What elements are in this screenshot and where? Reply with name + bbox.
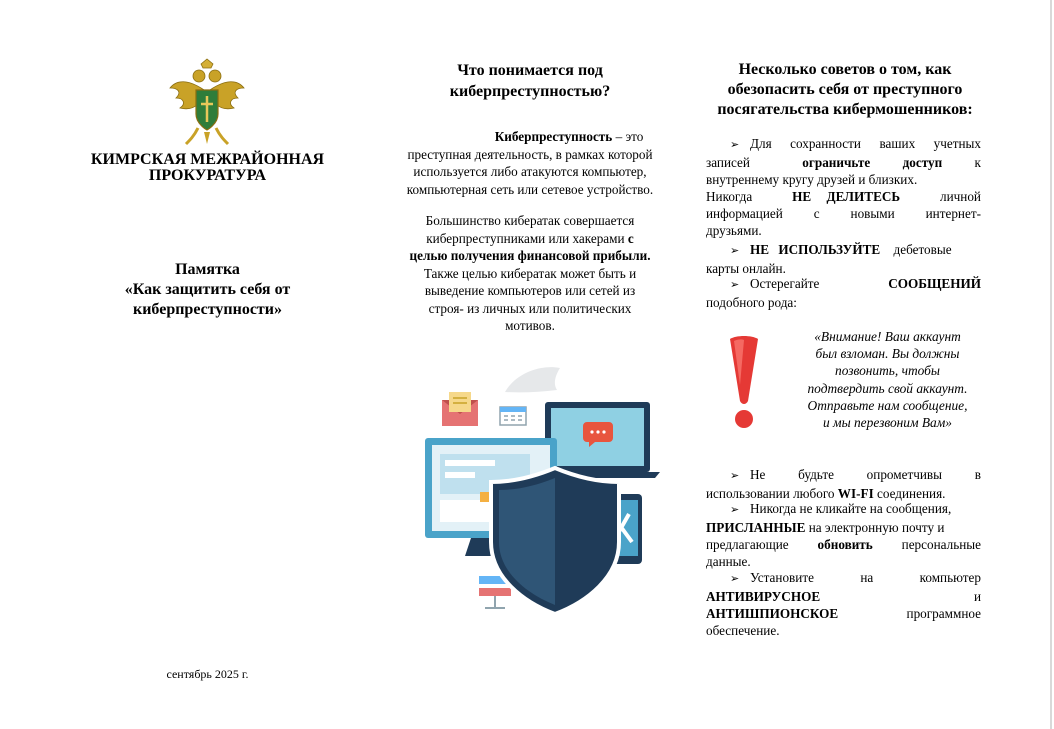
prosecutor-emblem-icon	[168, 58, 246, 146]
text-run: информацией	[706, 206, 783, 221]
paragraph-line: Большинство кибератак совершается	[425, 213, 635, 228]
tip-line: карты онлайн.	[706, 261, 786, 276]
cyberattack-paragraph	[385, 212, 675, 335]
tip-item	[706, 275, 981, 311]
paragraph-line: выведение компьютеров или сетей из	[424, 283, 636, 298]
scam-message-example	[790, 328, 985, 431]
tips-heading	[700, 60, 990, 120]
tip-line	[706, 519, 981, 536]
text-run: ПРИСЛАННЫЕ	[706, 520, 806, 535]
text-run: в	[974, 467, 981, 482]
text-run: СООБЩЕНИЙ	[888, 276, 981, 291]
text-run: НЕ ДЕЛИТЕСЬ	[792, 189, 901, 204]
tip-line	[706, 605, 981, 622]
text-run: целью получения финансовой прибыли.	[409, 248, 651, 263]
bullet-arrow-icon: ➢	[730, 573, 740, 585]
memo-title-line: Памятка	[175, 261, 240, 278]
defined-term: Киберпреступность	[494, 129, 613, 144]
paragraph-line: преступная деятельность, в рамках которой	[407, 146, 653, 162]
text-run: доступ	[902, 155, 943, 170]
tip-line	[706, 569, 981, 588]
text-run: личной	[940, 189, 981, 204]
cybersecurity-illustration	[405, 362, 670, 620]
text-run: Не	[750, 467, 766, 482]
text-run: Установите	[750, 570, 814, 585]
heading-line: посягательства кибермошенников:	[717, 101, 973, 118]
quote-line: позвонить, чтобы	[835, 363, 940, 379]
memo-title-line: киберпреступности»	[132, 301, 282, 318]
text-run: персональные	[901, 537, 981, 552]
text-run: опрометчивы	[866, 467, 942, 482]
text-run: ограничьте	[802, 155, 871, 170]
tip-item	[706, 466, 981, 502]
publication-date: сентябрь 2025 г.	[166, 667, 249, 681]
text-run: программное	[906, 606, 981, 621]
text-run: с	[627, 230, 634, 246]
text-run: АНТИШПИОНСКОЕ	[706, 606, 839, 621]
calendar-icon	[500, 407, 526, 425]
text-run: Никогда	[706, 189, 753, 204]
paragraph-line	[385, 230, 675, 248]
tip-item	[706, 135, 981, 239]
tip-line: данные.	[706, 554, 751, 569]
quote-line: и мы перезвоним Вам»	[822, 415, 952, 431]
definition-paragraph	[385, 128, 675, 198]
exclamation-warning-icon	[726, 335, 762, 431]
text-run: АНТИВИРУСНОЕ	[706, 589, 821, 604]
heading-line: киберпреступностью?	[449, 83, 611, 100]
bullet-arrow-icon: ➢	[730, 139, 740, 151]
tip-line	[706, 154, 981, 171]
tip-line	[706, 205, 981, 222]
heading-line: Несколько советов о том, как	[738, 61, 952, 78]
paragraph-line	[385, 128, 675, 146]
definition-heading	[400, 60, 660, 102]
tip-item	[706, 241, 981, 277]
tip-item	[706, 500, 981, 570]
bullet-arrow-icon: ➢	[730, 245, 740, 257]
paragraph-line: мотивов.	[505, 318, 555, 333]
tip-line	[706, 275, 981, 294]
text-run: Остерегайте	[750, 276, 820, 291]
tip-line: внутреннему кругу друзей и близких.	[706, 172, 918, 187]
bullet-arrow-icon: ➢	[730, 504, 740, 516]
text-run: новыми	[850, 206, 895, 221]
bullet-arrow-icon: ➢	[730, 279, 740, 291]
text-run: и	[973, 589, 981, 604]
text-run: записей	[706, 155, 750, 170]
tip-line: обеспечение.	[706, 623, 780, 638]
paragraph-line	[385, 247, 675, 265]
bullet-arrow-icon: ➢	[730, 470, 740, 482]
text-run: на	[860, 570, 874, 585]
tip-line	[706, 466, 981, 485]
tip-line: подобного рода:	[706, 295, 797, 310]
tip-line	[706, 588, 981, 605]
tip-line: друзьями.	[706, 223, 762, 238]
memo-title	[95, 260, 320, 320]
text-run: – это	[612, 129, 644, 144]
quote-line: «Внимание! Ваш аккаунт	[814, 329, 961, 344]
heading-line: Что понимается под	[457, 62, 603, 79]
memo-title-line: «Как защитить себя от	[124, 281, 291, 298]
heading-line: обезопасить себя от преступного	[727, 81, 963, 98]
organization-name-line: ПРОКУРАТУРА	[148, 167, 267, 184]
text-run: дебетовые	[890, 242, 952, 257]
text-run: к	[974, 155, 981, 170]
organization-name-line: КИМРСКАЯ МЕЖРАЙОННАЯ	[90, 151, 325, 168]
text-run: WI-FI	[837, 486, 874, 501]
text-run: будьте	[798, 467, 834, 482]
paragraph-line: строя- из личных или политических	[428, 300, 632, 316]
tip-item	[706, 569, 981, 639]
text-run: на электронную почту и	[805, 520, 945, 535]
tip-line	[706, 188, 981, 205]
text-run: киберпреступниками или хакерами	[426, 230, 628, 246]
paragraph-line: Также целью кибератак может быть и	[423, 265, 637, 281]
paragraph-line: используется либо атакуются компьютер,	[413, 164, 647, 179]
text-run: использовании любого	[706, 486, 838, 501]
envelope-icon	[442, 392, 478, 426]
tip-line	[706, 135, 981, 154]
tip-line	[706, 536, 981, 553]
text-run: компьютер	[919, 570, 981, 585]
quote-line: был взломан. Вы должны	[815, 346, 960, 362]
tip-line	[706, 500, 981, 519]
tip-line	[706, 241, 981, 260]
text-run: соединения.	[873, 486, 946, 501]
paragraph-line: компьютерная сеть или сетевое устройство.	[406, 181, 654, 197]
text-run: Для сохранности ваших учетных	[750, 136, 981, 151]
text-run: НЕ ИСПОЛЬЗУЙТЕ	[750, 242, 881, 257]
quote-line: подтвердить свой аккаунт.	[807, 380, 968, 396]
text-run: обновить	[817, 537, 873, 552]
cloud-shape	[505, 367, 560, 392]
text-run: Никогда не кликайте на сообщения,	[750, 501, 952, 516]
text-run: предлагающие	[706, 537, 789, 552]
text-run: интернет-	[925, 206, 981, 221]
quote-line: Отправьте нам сообщение,	[807, 397, 968, 413]
text-run: с	[813, 206, 820, 221]
organization-title	[70, 152, 345, 184]
page-edge	[1050, 0, 1052, 729]
